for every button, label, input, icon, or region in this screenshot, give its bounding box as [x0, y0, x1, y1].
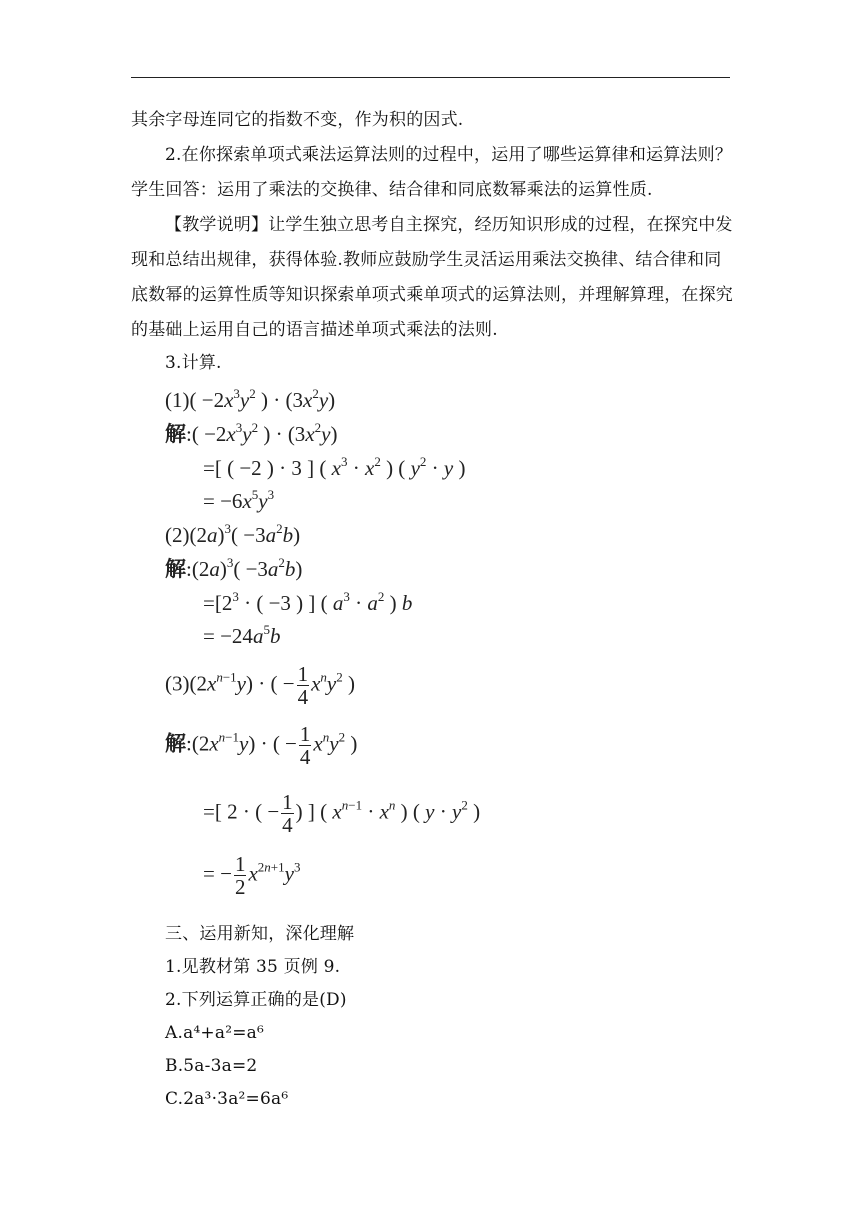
problem-3-label: (3) [165, 671, 190, 696]
solution-1-line-2: =[ ( −2 ) · 3 ] ( $x^3 \cdot x^2$ ) ( $y^2 \cdot y$ ) [203, 454, 466, 480]
solution-label: 解 [165, 422, 186, 446]
fraction: $\frac{1}{2}$ [234, 852, 246, 899]
problem-3: $(3)(2x^{n-1}y)$ · ( − $\frac{1}{4}$ $x^ny^2$ ) [165, 662, 355, 709]
solution-label: 解 [165, 557, 186, 581]
teaching-note-line-1: 【教学说明】让学生独立思考自主探究，经历知识形成的过程，在探究中发 [165, 215, 733, 235]
header-rule [131, 77, 730, 78]
student-answer: 学生回答：运用了乘法的交换律、结合律和同底数幂乘法的运算性质. [131, 180, 653, 200]
fraction: $\frac{1}{4}$ [299, 722, 311, 769]
problem-1: $(1)( -2x^3y^2$ ) · $(3x^2y)$ [165, 386, 336, 412]
teaching-note-line-2: 现和总结出规律，获得体验.教师应鼓励学生灵活运用乘法交换律、结合律和同 [131, 250, 722, 270]
solution-2-line-2: $=[2^3$ · ( −3 ) ] ( $a^3 \cdot a^2$ ) b [203, 589, 413, 615]
item-1: 1.见教材第 35 页例 9. [165, 957, 341, 977]
problem-1-label: (1) [165, 388, 190, 412]
problem-2: $(2)(2a)^3( -3a^2b)$ [165, 521, 301, 547]
fraction: $\frac{1}{4}$ [297, 662, 309, 709]
option-c: C.2a³·3a²=6a⁶ [165, 1089, 289, 1109]
exercise-3-title: 3.计算. [165, 353, 222, 373]
question-2: 2.在你探索单项式乘法运算法则的过程中，运用了哪些运算律和运算法则？ [165, 145, 733, 165]
fraction: $\frac{1}{4}$ [282, 790, 293, 837]
text-line-1: 其余字母连同它的指数不变，作为积的因式. [131, 110, 464, 130]
section-heading: 三、运用新知，深化理解 [165, 924, 355, 944]
option-a: A.a⁴+a²=a⁶ [165, 1023, 265, 1043]
solution-1-result: = $-6x^5y^3$ [203, 487, 275, 513]
teaching-note-line-4: 的基础上运用自己的语言描述单项式乘法的法则. [131, 320, 498, 340]
solution-2-result: = $-24a^5b$ [203, 622, 281, 648]
solution-3-line-1: 解$:(2x^{n-1}y)$ · ( − $\frac{1}{4}$ $x^ny^2$ ) [165, 722, 358, 769]
option-b: B.5a-3a=2 [165, 1056, 258, 1076]
teaching-note-line-3: 底数幂的运算性质等知识探索单项式乘单项式的运算法则，并理解算理，在探究 [131, 285, 733, 305]
solution-3-result: = − $\frac{1}{2}$ $x^{2n+1}y^3$ [203, 852, 301, 899]
solution-label: 解 [165, 731, 186, 756]
item-2: 2.下列运算正确的是(D) [165, 990, 347, 1010]
solution-3-line-2: =[ 2 · ( − $\frac{1}{4}$ ) ] ( $x^{n-1} \cdot x^n$ ) ( $y \cdot y^2$ ) [203, 790, 481, 837]
solution-2-line-1: 解$:(2a)^3( -3a^2b)$ [165, 555, 303, 581]
problem-2-label: (2) [165, 523, 190, 547]
solution-1-line-1: 解:( $-2x^3y^2$ ) · $(3x^2y)$ [165, 420, 338, 446]
